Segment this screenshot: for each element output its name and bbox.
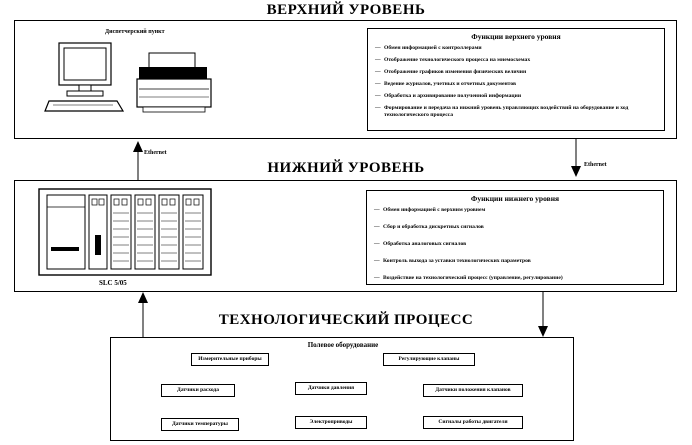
lower-functions-title: Функции нижнего уровня <box>470 194 560 203</box>
lower-level-panel <box>14 180 677 292</box>
lower-function-item: — Сбор и обработка дискретных сигналов <box>375 224 659 231</box>
device-pressure-sensors: Датчики давления <box>295 382 367 395</box>
upper-functions-list <box>368 45 664 119</box>
lower-functions-list <box>367 207 663 282</box>
device-temperature-sensors: Датчики температуры <box>161 418 239 431</box>
upper-level-panel <box>14 20 677 139</box>
upper-level-title: ВЕРХНИЙ УРОВЕНЬ <box>266 2 426 18</box>
device-electric-drives: Электроприводы <box>295 416 367 429</box>
field-equipment-title: Полевое оборудование <box>307 341 379 349</box>
process-title: ТЕХНОЛОГИЧЕСКИЙ ПРОЦЕСС <box>218 312 474 328</box>
device-flow-sensors: Датчики расхода <box>161 384 235 397</box>
upper-function-item: — Отображение графиков изменения физических величин <box>376 69 660 76</box>
upper-functions-title: Функции верхнего уровня <box>471 32 561 41</box>
device-motor-state-signals: Сигналы работы двигателя <box>423 416 523 429</box>
plc-rack-icon <box>37 187 217 282</box>
printer-icon <box>127 49 227 129</box>
field-equipment-panel <box>110 337 574 441</box>
plc-label: SLC 5/05 <box>99 279 127 287</box>
lower-functions-box <box>366 190 664 285</box>
device-instruments: Измерительные приборы <box>191 353 269 366</box>
upper-function-item: — Формирование и передача на нижний уровень управляющих воздействий на оборудование и ход технологического процесса <box>376 105 660 119</box>
upper-function-item: — Обмен информацией с контроллерами <box>376 45 660 52</box>
upper-function-item: — Отображение технологического процесса на мнемосхемах <box>376 57 660 64</box>
process-up-arrowhead <box>138 292 148 303</box>
lower-function-item: — Воздействие на технологический процесс (управление, регулирование) <box>375 275 659 282</box>
lower-function-item: — Контроль выхода за уставки технологических параметров <box>375 258 659 265</box>
device-control-valves: Регулирующие клапаны <box>383 353 475 366</box>
ethernet-label-right: Ethernet <box>584 162 607 168</box>
upper-function-item: — Обработка и архивирование полученной информации <box>376 93 660 100</box>
lower-level-title: НИЖНИЙ УРОВЕНЬ <box>267 160 425 176</box>
ethernet-up-arrowhead <box>133 141 143 152</box>
upper-functions-box <box>367 28 665 131</box>
lower-function-item: — Обмен информацией с верхним уровнем <box>375 207 659 214</box>
lower-function-item: — Обработка аналоговых сигналов <box>375 241 659 248</box>
upper-function-item: — Ведение журналов, учетных и отчетных документов <box>376 81 660 88</box>
console-label: Диспетчерский пункт <box>105 29 165 35</box>
device-valve-position-sensors: Датчики положения клапанов <box>423 384 523 397</box>
ethernet-label-left: Ethernet <box>144 150 167 156</box>
